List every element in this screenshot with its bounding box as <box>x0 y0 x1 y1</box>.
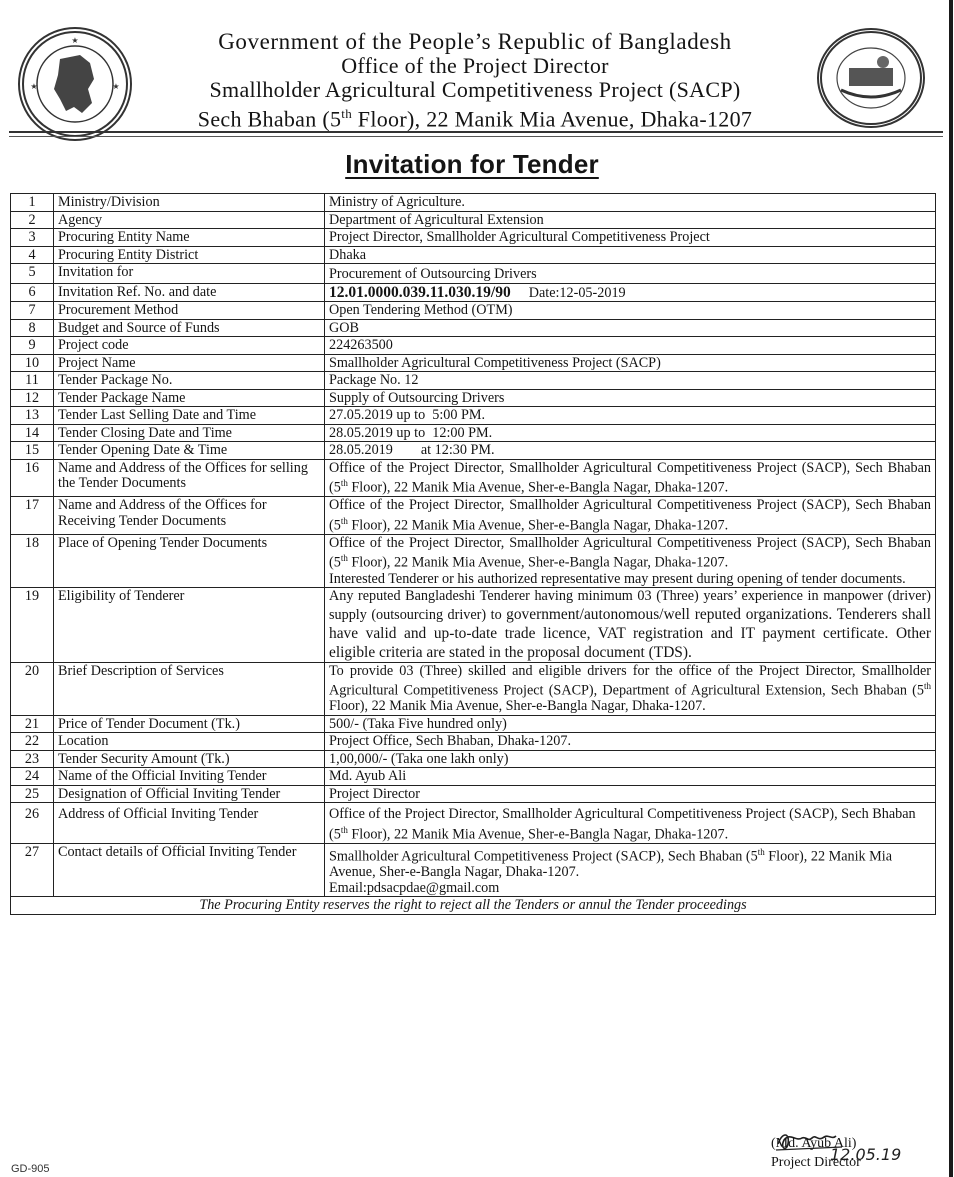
row-label: Procuring Entity District <box>54 246 325 264</box>
row-value: 224263500 <box>325 337 936 355</box>
invitation-ref-number: 12.01.0000.039.11.030.19/90 <box>329 283 511 301</box>
table-row <box>11 459 936 497</box>
row-number: 24 <box>11 768 54 786</box>
government-name: Government of the People’s Republic of Bangladesh <box>218 29 732 54</box>
row-label: Brief Description of Services <box>54 662 325 715</box>
table-row <box>11 319 936 337</box>
row-label: Project Name <box>54 354 325 372</box>
table-row <box>11 844 936 897</box>
row-value: Smallholder Agricultural Competitiveness Project (SACP) <box>325 354 936 372</box>
table-row <box>11 229 936 247</box>
row-value: Supply of Outsourcing Drivers <box>325 389 936 407</box>
row-value: Ministry of Agriculture. <box>325 194 936 212</box>
row-label: Ministry/Division <box>54 194 325 212</box>
row-label: Name and Address of the Offices for Receiving Tender Documents <box>54 497 325 535</box>
signatory-title: Project Director <box>771 1155 861 1170</box>
row-number: 1 <box>11 194 54 212</box>
row-value: Project Office, Sech Bhaban, Dhaka-1207. <box>325 733 936 751</box>
row-number: 13 <box>11 407 54 425</box>
row-label: Contact details of Official Inviting Tender <box>54 844 325 897</box>
row-label: Location <box>54 733 325 751</box>
svg-text:12.05.19: 12.05.19 <box>830 1145 902 1164</box>
row-number: 17 <box>11 497 54 535</box>
project-name: Smallholder Agricultural Competitiveness Project (SACP) <box>209 77 741 102</box>
row-value: Project Director <box>325 785 936 803</box>
row-label: Name and Address of the Offices for selling the Tender Documents <box>54 459 325 497</box>
row-number: 12 <box>11 389 54 407</box>
row-value: To provide 03 (Three) skilled and eligible drivers for the office of the Project Director, Smallholder Agricultural Competitiveness Project (SACP), Department of Agricultural Extension, Sech Bhaban (5th Floor), 22 Manik Mia Avenue, Sher-e-Bangla Nagar, Dhaka-1207. <box>325 662 936 715</box>
table-row <box>11 424 936 442</box>
table-row <box>11 733 936 751</box>
row-number: 15 <box>11 442 54 460</box>
row-number: 16 <box>11 459 54 497</box>
table-row <box>11 246 936 264</box>
invitation-date: Date:12-05-2019 <box>528 284 626 301</box>
table-row <box>11 194 936 212</box>
sacp-logo-icon <box>817 28 925 128</box>
opening-attendance-note: Interested Tenderer or his authorized representative may present during opening of tender documents. <box>329 570 906 587</box>
table-row <box>11 302 936 320</box>
row-label: Address of Official Inviting Tender <box>54 803 325 844</box>
row-value: 1,00,000/- (Taka one lakh only) <box>325 750 936 768</box>
row-value: Smallholder Agricultural Competitiveness Project (SACP), Sech Bhaban (5th Floor), 22 Manik Mia Avenue, Sher-e-Bangla Nagar, Dhaka-1207. Email:pdsacpdae@gmail.com <box>325 844 936 897</box>
row-label: Invitation for <box>54 264 325 284</box>
row-label: Procuring Entity Name <box>54 229 325 247</box>
table-row <box>11 715 936 733</box>
row-number: 3 <box>11 229 54 247</box>
table-row <box>11 497 936 535</box>
row-number: 27 <box>11 844 54 897</box>
row-value: Office of the Project Director, Smallholder Agricultural Competitiveness Project (SACP), Sech Bhaban (5th Floor), 22 Manik Mia Avenue, Sher-e-Bangla Nagar, Dhaka-1207. <box>325 803 936 844</box>
row-label: Eligibility of Tenderer <box>54 588 325 663</box>
row-number: 9 <box>11 337 54 355</box>
row-label: Procurement Method <box>54 302 325 320</box>
row-number: 6 <box>11 283 54 302</box>
row-label: Tender Last Selling Date and Time <box>54 407 325 425</box>
table-row <box>11 337 936 355</box>
row-label: Place of Opening Tender Documents <box>54 534 325 587</box>
row-label: Tender Package Name <box>54 389 325 407</box>
row-value: Package No. 12 <box>325 372 936 390</box>
row-label: Tender Closing Date and Time <box>54 424 325 442</box>
reservation-note: The Procuring Entity reserves the right to reject all the Tenders or annul the Tender proceedings <box>11 897 936 915</box>
row-number: 25 <box>11 785 54 803</box>
row-number: 14 <box>11 424 54 442</box>
table-row <box>11 803 936 844</box>
svg-text:★: ★ <box>112 82 120 91</box>
document-title: Invitation for Tender <box>345 149 599 179</box>
row-number: 2 <box>11 211 54 229</box>
table-footer-row <box>11 897 936 915</box>
row-label: Agency <box>54 211 325 229</box>
row-value: GOB <box>325 319 936 337</box>
table-row <box>11 264 936 284</box>
office-address: Sech Bhaban (5th Floor), 22 Manik Mia Avenue, Dhaka-1207 <box>197 106 753 132</box>
contact-email: Email:pdsacpdae@gmail.com <box>329 879 500 896</box>
row-value: 28.05.2019 up to 12:00 PM. <box>325 424 936 442</box>
row-label: Tender Security Amount (Tk.) <box>54 750 325 768</box>
row-value <box>325 283 936 302</box>
row-label: Budget and Source of Funds <box>54 319 325 337</box>
row-value: Department of Agricultural Extension <box>325 211 936 229</box>
table-row <box>11 750 936 768</box>
signatory-name: (Md. Ayub Ali) <box>771 1136 857 1151</box>
government-seal-icon <box>18 27 132 141</box>
row-label: Name of the Official Inviting Tender <box>54 768 325 786</box>
letterhead <box>0 0 944 132</box>
row-number: 5 <box>11 264 54 284</box>
row-number: 21 <box>11 715 54 733</box>
row-value: 500/- (Taka Five hundred only) <box>325 715 936 733</box>
row-value: 27.05.2019 up to 5:00 PM. <box>325 407 936 425</box>
row-label: Tender Opening Date & Time <box>54 442 325 460</box>
row-value: Project Director, Smallholder Agricultural Competitiveness Project <box>325 229 936 247</box>
row-number: 8 <box>11 319 54 337</box>
table-row <box>11 354 936 372</box>
row-value: Office of the Project Director, Smallholder Agricultural Competitiveness Project (SACP), Sech Bhaban (5th Floor), 22 Manik Mia Avenue, Sher-e-Bangla Nagar, Dhaka-1207. Interested Tenderer or his authorized representative may present during opening of tender documents. <box>325 534 936 587</box>
header-divider-thick <box>9 131 943 133</box>
table-row <box>11 768 936 786</box>
opening-date: 28.05.2019 <box>329 442 393 458</box>
row-number: 26 <box>11 803 54 844</box>
row-value: Office of the Project Director, Smallholder Agricultural Competitiveness Project (SACP), Sech Bhaban (5th Floor), 22 Manik Mia Avenue, Sher-e-Bangla Nagar, Dhaka-1207. <box>325 497 936 535</box>
table-row <box>11 389 936 407</box>
row-value: Procurement of Outsourcing Drivers <box>325 264 936 284</box>
row-value: Md. Ayub Ali <box>325 768 936 786</box>
row-value: Office of the Project Director, Smallholder Agricultural Competitiveness Project (SACP), Sech Bhaban (5th Floor), 22 Manik Mia Avenue, Sher-e-Bangla Nagar, Dhaka-1207. <box>325 459 936 497</box>
row-number: 7 <box>11 302 54 320</box>
table-row <box>11 534 936 587</box>
row-number: 22 <box>11 733 54 751</box>
table-row <box>11 372 936 390</box>
table-row <box>11 588 936 663</box>
letterhead-text <box>140 30 810 131</box>
row-number: 10 <box>11 354 54 372</box>
row-label: Designation of Official Inviting Tender <box>54 785 325 803</box>
row-number: 4 <box>11 246 54 264</box>
tender-details-table <box>10 193 936 915</box>
row-number: 19 <box>11 588 54 663</box>
row-number: 11 <box>11 372 54 390</box>
opening-time: at 12:30 PM. <box>420 442 495 458</box>
table-row <box>11 662 936 715</box>
svg-text:★: ★ <box>71 36 79 45</box>
document-code: GD-905 <box>11 1163 50 1175</box>
office-name: Office of the Project Director <box>341 53 609 78</box>
row-label: Project code <box>54 337 325 355</box>
table-row <box>11 785 936 803</box>
header-divider-thin <box>9 136 943 137</box>
row-value <box>325 442 936 460</box>
row-number: 23 <box>11 750 54 768</box>
row-value: Open Tendering Method (OTM) <box>325 302 936 320</box>
row-number: 18 <box>11 534 54 587</box>
table-row <box>11 407 936 425</box>
row-label: Invitation Ref. No. and date <box>54 283 325 302</box>
svg-text:★: ★ <box>30 82 38 91</box>
row-number: 20 <box>11 662 54 715</box>
row-label: Tender Package No. <box>54 372 325 390</box>
table-row <box>11 442 936 460</box>
row-value: Any reputed Bangladeshi Tenderer having minimum 03 (Three) years’ experience in manpower (driver) supply (outsourcing driver) to government/autonomous/well reputed organizations. Tenderers shall have valid and up-to-date trade licence, VAT registration and IT payment certificate. Other eligible criteria are stated in the proposal document (TDS). <box>325 588 936 663</box>
table-row <box>11 283 936 302</box>
table-row <box>11 211 936 229</box>
row-value: Dhaka <box>325 246 936 264</box>
row-label: Price of Tender Document (Tk.) <box>54 715 325 733</box>
right-border-line <box>949 0 953 1177</box>
